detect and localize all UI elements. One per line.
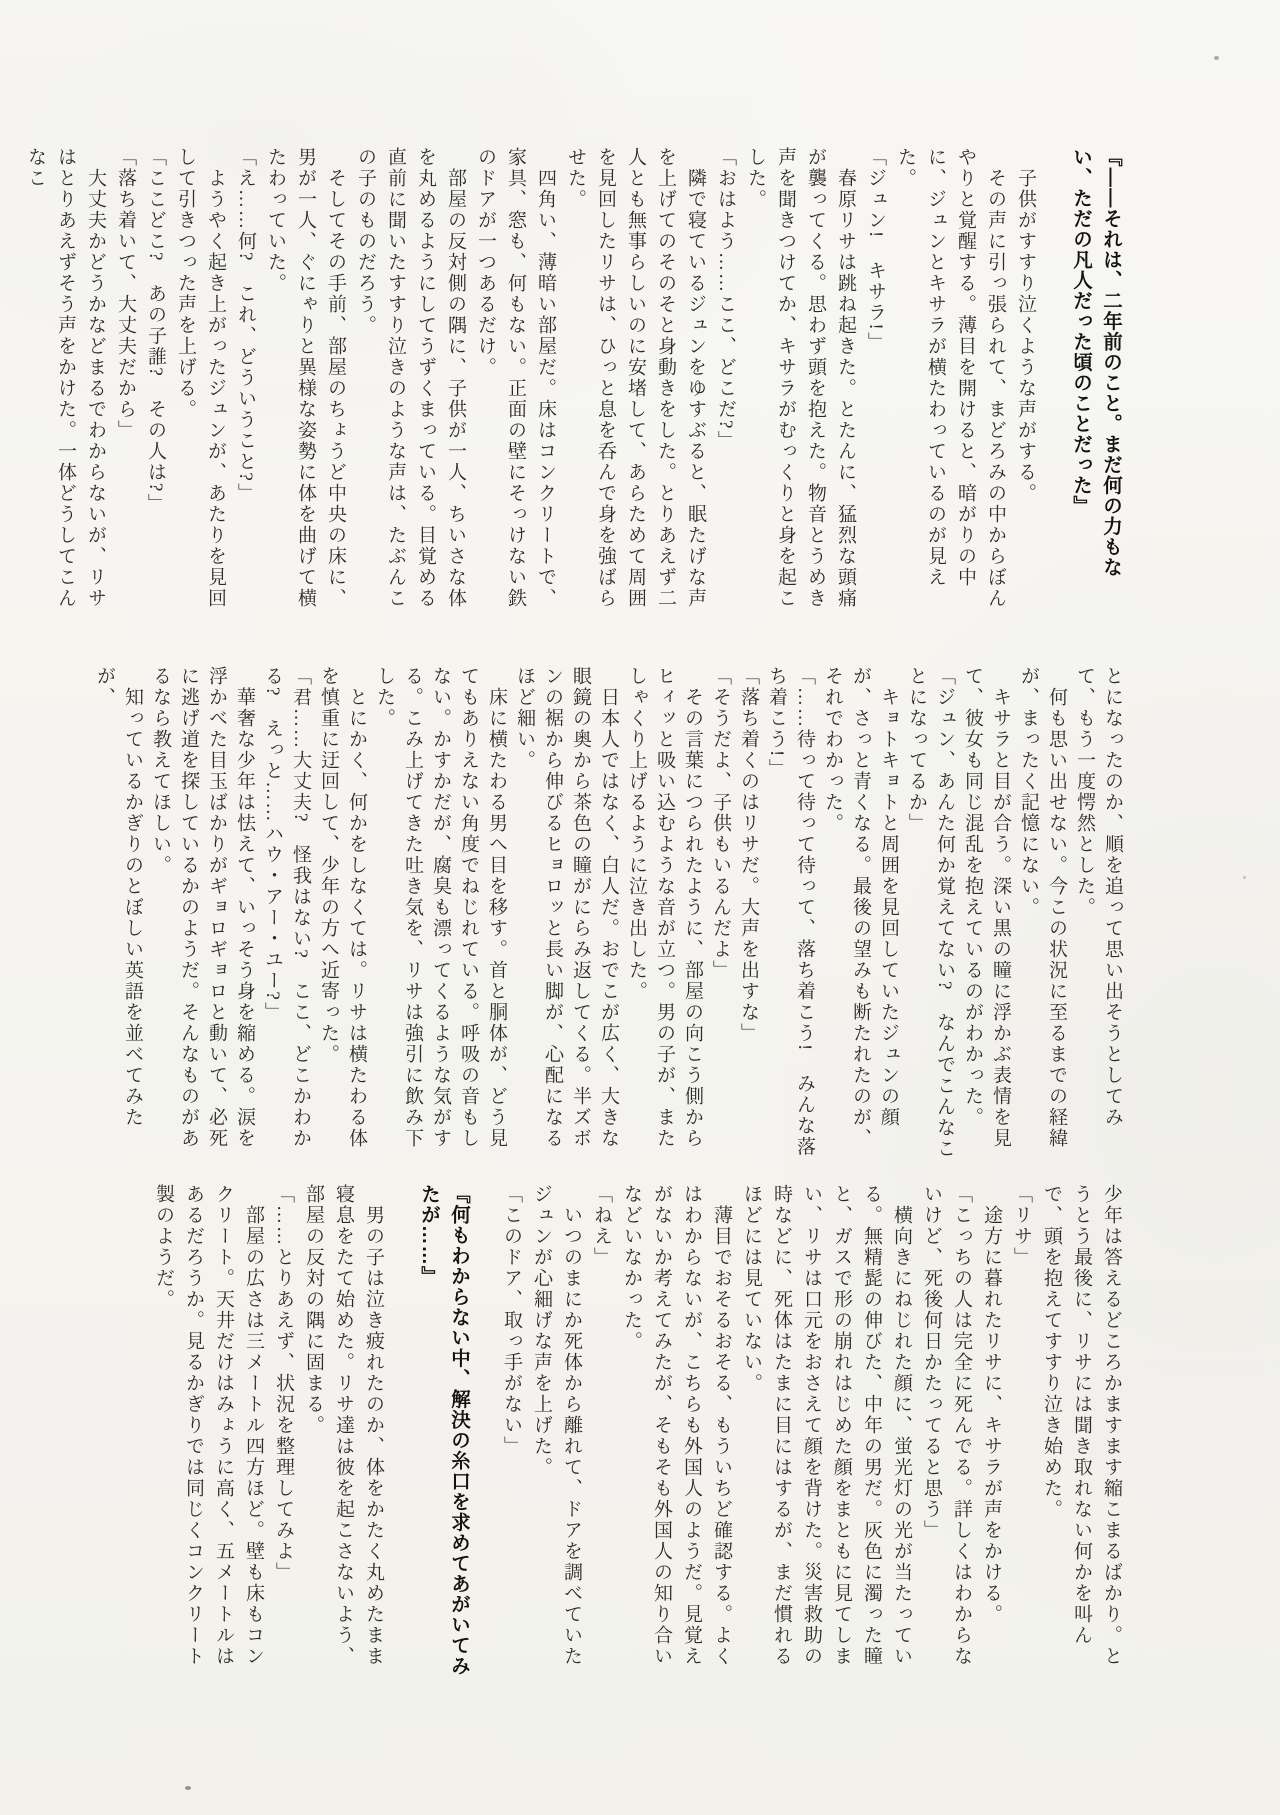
scan-speck: [1243, 876, 1246, 879]
paragraph: 薄目でおそるおそる、もういちど確認する。よくはわからないが、こちらも外国人のようだ。見覚えがないか考えてみたが、そもそも外国人の知り合いなどいなかった。: [621, 1184, 732, 1667]
scan-speck: [185, 1786, 191, 1790]
paragraph: 春原リサは跳ね起きた。とたんに、猛烈な頭痛が襲ってくる。思わず頭を抱えた。物音とうめき声を聞きつけてか、キサラがむっくりと身を起こした。: [745, 147, 856, 609]
paragraph: 「このドア、取っ手がない」: [501, 1184, 522, 1457]
paragraph: 「リサ」: [1011, 1184, 1032, 1268]
paragraph: 隣で寝ているジュンをゆすぶると、眠たげな声を上げてのそのそと身動きをした。とりあえず二人とも無事らしいのに安堵して、あらためて周囲を見回したリサは、ひっと息を呑んで身を強ばらせた。: [565, 147, 706, 609]
paragraph: 部屋の広さは三メートル四方ほど。壁も床もコンクリート。天井だけはみょうに高く、五メートルはあるだろうか。見るかぎりでは同じくコンクリート製のようだ。: [153, 1184, 264, 1667]
paragraph: 「そうだよ、子供もいるんだよ」: [710, 666, 731, 981]
paragraph: 知っているかぎりのとぼしい英語を並べてみたが、: [94, 666, 143, 1128]
paragraph: 大丈夫かどうかなどまるでわからないが、リサはとりあえずそう声をかけた。一体どうしてこんなこ: [25, 147, 106, 609]
paragraph: とになったのか、順を追って思い出そうとしてみて、もう一度愕然とした。: [1074, 666, 1123, 1128]
paragraph: 途方に暮れたリサに、キサラが声をかける。: [981, 1184, 1002, 1625]
paragraph: キサラと目が合う。深い黒の瞳に浮かぶ表情を見て、彼女も同じ混乱を抱えているのがわかった。: [962, 666, 1011, 1149]
paragraph: キョトキョトと周囲を見回していたジュンの顔が、さっと青くなる。最後の望みも断たれたのが、それでわかった。: [822, 666, 899, 1149]
paragraph: 少年は答えるどころかますます縮こまるばかり。とうとう最後に、リサには聞き取れない何かを叫んで、頭を抱えてすすり泣き始めた。: [1041, 1184, 1122, 1667]
text-block-bottom: [148, 1184, 1126, 1678]
paragraph: 華奢な少年は怯えて、いっそう身を縮める。涙を浮かべた目玉ばかりがギョロギョロと動いて、必死に逃げ道を探しているかのようだ。そんなものがあるなら教えてほしい。: [150, 666, 255, 1149]
paragraph: 部屋の反対側の隅に、子供が一人、ちいさな体を丸めるようにしてうずくまっている。目覚める直前に聞いたすすり泣きのような声は、たぶんこの子のものだろう。: [355, 147, 466, 609]
text-block-top: [20, 147, 1126, 618]
bold-inset-line: 『――それは、二年前のこと。まだ何の力もない、ただの凡人だった頃のことだった』: [1070, 147, 1122, 578]
paragraph: 子供がすすり泣くような声がする。: [1015, 147, 1036, 504]
paragraph: いつのまにか死体から離れて、ドアを調べていたジュンが心細げな声を上げた。: [531, 1184, 582, 1667]
paragraph: 何も思い出せない。今この状況に至るまでの経緯が、まったく記憶にない。: [1018, 666, 1067, 1149]
paragraph: 床に横たわる男へ目を移す。首と胴体が、どう見てもありえない角度でねじれている。呼吸の音もしない。かすかだが、腐臭も漂ってくるような気がする。こみ上げてきた吐き気を、リサは強引に飲み下した。: [374, 666, 507, 1149]
paragraph: 「君……大丈夫? 怪我はない? ここ、どこかわかる? えっと……ハウ・アー・ユー?」: [262, 666, 311, 1149]
paragraph: 「ここどこ? あの子誰? その人は?」: [145, 147, 166, 515]
paragraph: 四角い、薄暗い部屋だ。床はコンクリートで、家具、窓も、何もない。正面の壁にそっけない鉄のドアが一つあるだけ。: [475, 147, 556, 609]
paragraph: ようやく起き上がったジュンが、あたりを見回して引きつった声を上げる。: [175, 147, 226, 609]
paragraph: 「おはよう……ここ、どこだ?」: [715, 147, 736, 452]
paragraph: その言葉につられたように、部屋の向こう側からヒィッと吸い込むような音が立つ。男の子が、またしゃくり上げるように泣き出した。: [626, 666, 703, 1149]
text-block-middle: [90, 666, 1126, 1163]
paragraph: とにかく、何かをしなくては。リサは横たわる体を慎重に迂回して、少年の方へ近寄った。: [318, 666, 367, 1149]
paragraph: 「落ち着くのはリサだ。大声を出すな」: [738, 666, 759, 1044]
paragraph: そしてその手前、部屋のちょうど中央の床に、男が一人、ぐにゃりと異様な姿勢に体を曲げて横たわっていた。: [265, 147, 346, 609]
paragraph: 「ジュン、あんた何か覚えてない? なんでこんなことになってるか」: [906, 666, 955, 1160]
paragraph: 横向きにねじれた顔に、蛍光灯の光が当たっている。無精髭の伸びた、中年の男だ。灰色に濁った瞳と、ガスで形の崩れはじめた顔をまともに見てしまい、リサは口元をおさえて顔を背けた。災害救助の時などに、死体はたまに目にはするが、まだ慣れるほどには見ていない。: [741, 1184, 912, 1667]
paragraph: 男の子は泣き疲れたのか、体をかたく丸めたまま寝息をたて始めた。リサ達は彼を起こさないよう、部屋の反対の隅に固まる。: [303, 1184, 384, 1667]
paragraph: 「こっちの人は完全に死んでる。詳しくはわからないけど、死後何日かたってると思う」: [921, 1184, 972, 1667]
paragraph: 「落ち着いて、大丈夫だから」: [115, 147, 136, 441]
bold-inset-line: 『何もわからない中、解決の糸口を求めてあがいてみたが……』: [418, 1184, 470, 1676]
scan-speck: [1214, 56, 1219, 60]
paragraph: 「ねえ」: [591, 1184, 612, 1268]
paragraph: 日本人ではなく、白人だ。おでこが広く、大きな眼鏡の奥から茶色の瞳がにらみ返してくる。半ズボンの裾から伸びるヒョロッと長い脚が、心配になるほど細い。: [514, 666, 619, 1149]
paragraph: 「……とりあえず、状況を整理してみよ」: [273, 1184, 294, 1583]
paragraph: 「ジュン! キサラ!」: [865, 147, 886, 353]
paragraph: 「え……何? これ、どういうこと?」: [235, 147, 256, 504]
paragraph: 「……待って待って待って、落ち着こう! みんな落ち着こう!」: [766, 666, 815, 1158]
paragraph: その声に引っ張られて、まどろみの中からぼんやりと覚醒する。薄目を開けると、暗がりの中に、ジュンとキサラが横たわっているのが見えた。: [895, 147, 1006, 609]
